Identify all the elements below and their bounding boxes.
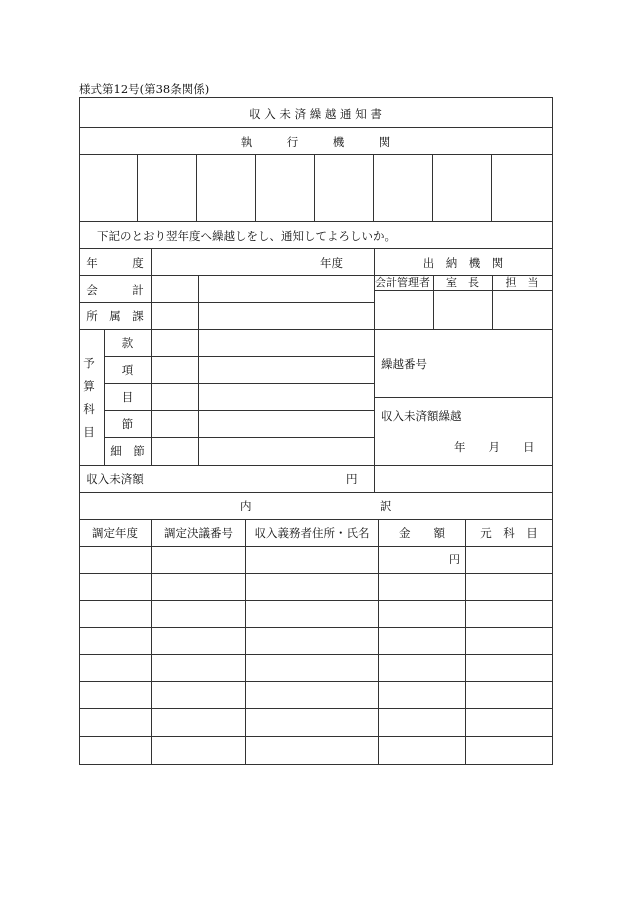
column-original-subject: 元 科 目	[480, 526, 538, 540]
grid-line	[245, 519, 246, 765]
column-amount: 金 額	[399, 526, 445, 540]
grid-line	[79, 465, 553, 466]
grid-line	[104, 383, 375, 384]
column-resolution-number: 調定決議番号	[164, 526, 233, 540]
grid-line	[79, 97, 553, 98]
budget-item-setsu: 節	[121, 417, 134, 431]
breakdown-left: 内	[240, 499, 252, 513]
unpaid-amount-label: 収入未済額	[86, 472, 144, 486]
carryover-number-label: 繰越番号	[381, 357, 427, 371]
budget-item-saisetsu: 細 節	[110, 444, 145, 458]
seal-box-3[interactable]	[197, 155, 255, 221]
grid-line	[104, 410, 375, 411]
grid-line	[151, 248, 152, 466]
form-title: 収 入 未 済 繰 越 通 知 書	[249, 107, 382, 121]
unpaid-amount-yen: 円	[346, 472, 358, 486]
budget-subject-label: 予算科目	[83, 356, 95, 439]
budget-item-moku: 目	[121, 390, 134, 404]
executive-body-heading: 執 行 機 関	[240, 135, 391, 149]
grid-line	[374, 329, 553, 330]
grid-line	[104, 356, 375, 357]
grid-line	[552, 97, 553, 765]
breakdown-right: 訳	[380, 499, 392, 513]
seal-box-6[interactable]	[374, 155, 432, 221]
carryover-date-format: 年 月 日	[454, 440, 535, 454]
grid-line	[79, 492, 553, 493]
seal-box-5[interactable]	[315, 155, 373, 221]
carryover-date-label: 収入未済額繰越	[381, 409, 462, 423]
grid-line	[465, 519, 466, 765]
column-assessment-year: 調定年度	[92, 526, 138, 540]
accounting-office-heading: 出 納 機 関	[422, 256, 504, 270]
seal-box-7[interactable]	[433, 155, 491, 221]
budget-item-kou: 項	[121, 363, 134, 377]
seal-box-1[interactable]	[79, 155, 137, 221]
section-chief-label: 室 長	[446, 276, 479, 289]
grid-line	[374, 290, 553, 291]
account-label: 会 計	[86, 283, 144, 297]
grid-line	[104, 437, 375, 438]
person-in-charge-label: 担 当	[505, 276, 539, 289]
grid-line	[79, 221, 553, 222]
seal-box-4[interactable]	[256, 155, 314, 221]
notice-text: 下記のとおり翌年度へ繰越しをし、通知してよろしいか。	[97, 229, 396, 243]
grid-line	[374, 397, 553, 398]
amount-yen-unit: 円	[449, 553, 460, 566]
grid-line	[79, 127, 553, 128]
seal-box-8[interactable]	[492, 155, 552, 221]
grid-line	[79, 329, 375, 330]
accounting-manager-label: 会計管理者	[375, 276, 430, 289]
grid-line	[378, 519, 379, 765]
grid-line	[151, 519, 152, 765]
form-number-label: 様式第12号(第38条関係)	[79, 82, 210, 96]
seal-box-2[interactable]	[138, 155, 196, 221]
budget-item-kan: 款	[121, 336, 134, 350]
grid-line	[79, 302, 375, 303]
column-payer-name: 収入義務者住所・氏名	[254, 526, 370, 540]
fiscal-year-label: 年 度	[86, 256, 144, 270]
fiscal-year-unit: 年度	[320, 256, 343, 270]
department-label: 所 属 課	[86, 309, 144, 323]
